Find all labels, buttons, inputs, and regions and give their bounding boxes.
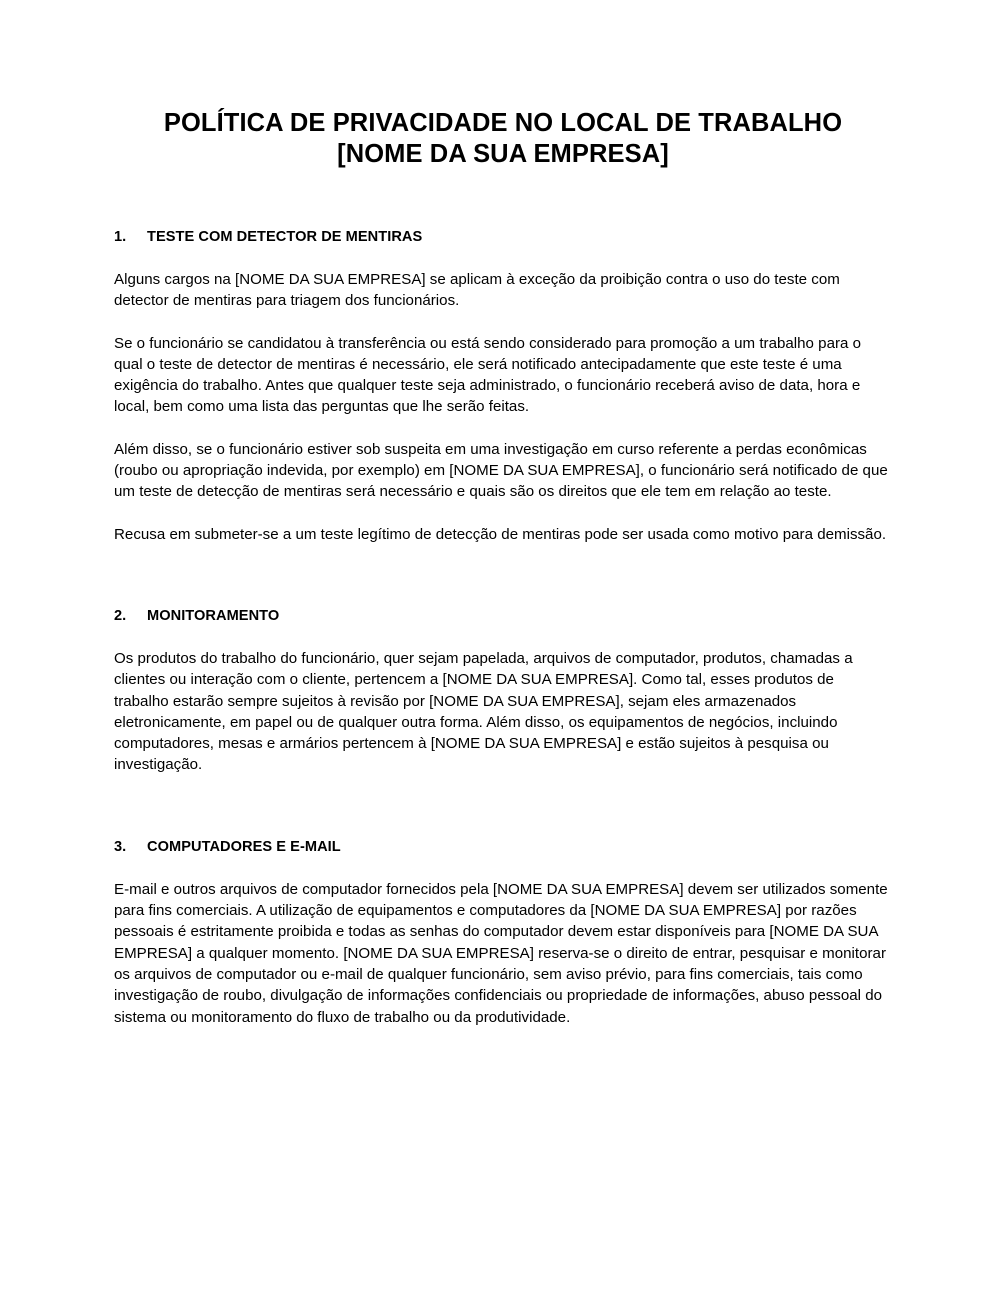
paragraph: Se o funcionário se candidatou à transferência ou está sendo considerado para promoção a um trabalho para o qual o teste de detector de mentiras é necessário, ele será notificado antecipadamente que este teste é uma exigência do trabalho. Antes que qualquer teste seja administrado, o funcionário receberá aviso de data, hora e local, bem como uma lista das perguntas que lhe serão feitas. bbox=[114, 334, 862, 416]
document-content bbox=[114, 0, 892, 1028]
section-heading-2 bbox=[114, 606, 892, 626]
page-title-line-1: POLÍTICA DE PRIVACIDADE NO LOCAL DE TRABALHO bbox=[163, 109, 843, 137]
section-title-1: TESTE COM DETECTOR DE MENTIRAS bbox=[147, 229, 423, 245]
section-lie-detector-test bbox=[114, 227, 892, 545]
section-heading-3 bbox=[114, 837, 892, 857]
page-title-line-2: [NOME DA SUA EMPRESA] bbox=[337, 140, 669, 168]
section-number-1: 1. bbox=[114, 229, 127, 245]
paragraph: Além disso, se o funcionário estiver sob suspeita em uma investigação em curso referente a perdas econômicas (roubo ou apropriação indevida, por exemplo) em [NOME DA SUA EMPRESA], o funcionário será notificado de que um teste de detecção de mentiras será necessário e quais são os direitos que ele tem em relação ao teste. bbox=[114, 440, 888, 501]
section-title-2: MONITORAMENTO bbox=[147, 607, 280, 624]
paragraph: Os produtos do trabalho do funcionário, quer sejam papelada, arquivos de computador, produtos, chamadas a clientes ou interação com o cliente, pertencem a [NOME DA SUA EMPRESA]. Como tal, esses produtos de trabalho estarão sempre sujeitos à revisão por [NOME DA SUA EMPRESA], sejam eles armazenados eletronicamente, em papel ou de qualquer outra forma. Além disso, os equipamentos de negócios, incluindo computadores, mesas e armários pertencem à [NOME DA SUA EMPRESA] e estão sujeitos à pesquisa ou investigação. bbox=[114, 649, 853, 774]
paragraph: E-mail e outros arquivos de computador fornecidos pela [NOME DA SUA EMPRESA] devem ser utilizados somente para fins comerciais. A utilização de equipamentos e computadores da [NOME DA SUA EMPRESA] por razões pessoais é estritamente proibida e todas as senhas do computador devem estar disponíveis para [NOME DA SUA EMPRESA] a qualquer momento. [NOME DA SUA EMPRESA] reserva-se o direito de entrar, pesquisar e monitorar os arquivos de computador ou e-mail de qualquer funcionário, sem aviso prévio, para fins comerciais, tais como investigação de roubo, divulgação de informações confidenciais ou propriedade de informações, abuso pessoal do sistema ou monitoramento do fluxo de trabalho ou da produtividade. bbox=[114, 880, 888, 1026]
section-heading-1 bbox=[114, 227, 892, 247]
page-title bbox=[114, 0, 892, 170]
section-number-3: 3. bbox=[114, 838, 127, 855]
section-number-2: 2. bbox=[114, 607, 127, 624]
section-monitoring bbox=[114, 606, 892, 776]
section-title-3: COMPUTADORES E E-MAIL bbox=[147, 838, 341, 855]
paragraph: Recusa em submeter-se a um teste legítimo de detecção de mentiras pode ser usada como motivo para demissão. bbox=[114, 525, 887, 543]
paragraph: Alguns cargos na [NOME DA SUA EMPRESA] se aplicam à exceção da proibição contra o uso do teste com detector de mentiras para triagem dos funcionários. bbox=[114, 271, 840, 310]
section-computers-email bbox=[114, 837, 892, 1028]
